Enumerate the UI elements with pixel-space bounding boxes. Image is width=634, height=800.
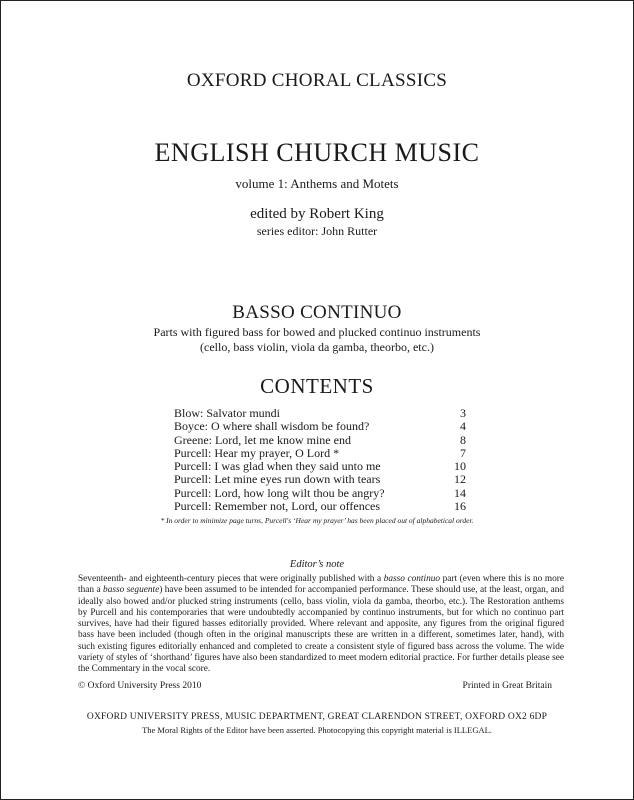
contents-item-page: 12 — [454, 472, 466, 487]
contents-item — [174, 487, 466, 500]
note-emphasis: basso continuo — [383, 574, 441, 584]
contents-item-title: Purcell: I was glad when they said unto me — [174, 459, 381, 474]
volume-subtitle: volume 1: Anthems and Motets — [235, 176, 399, 191]
editors-note-heading: Editor’s note — [289, 559, 345, 570]
contents-item-page: 7 — [460, 445, 466, 460]
contents-item-title: Blow: Salvator mundi — [174, 406, 280, 420]
editor-credit: edited by Robert King — [250, 206, 384, 222]
series-editor-credit: series editor: John Rutter — [256, 224, 378, 238]
contents-item — [174, 500, 466, 513]
part-description-line-1: Parts with figured bass for bowed and plucked continuo instruments — [153, 325, 481, 339]
contents-item — [174, 434, 466, 447]
contents-item-title: Purcell: Lord, how long wilt thou be angry? — [174, 485, 385, 500]
contents-item — [174, 460, 466, 473]
contents-item — [174, 407, 466, 420]
contents-item-page: 10 — [454, 459, 466, 474]
contents-item-title: Purcell: Remember not, Lord, our offences — [174, 499, 381, 514]
contents-item-page: 14 — [454, 485, 466, 500]
note-text: ) have been assumed to be intended for accompanied performance. These should use, at the least, organ, and ideally also bowed and/or plucked string instruments (cello, bass violin, viola da gamba, theorbo, etc.). The Restoration anthems by Purcell and his contemporaries that were undoubtedly accompanied by continuo instruments, but for which no continuo part survives, have had their figured basses editorially provided. Where relevant and apposite, any figures from the original figured bass have been included (though often in the original manuscripts these are written in a different, sometimes later, hand), with such existing figures editorially enhanced and completed to create a consistent style of figured bass across the volume. The wide variety of styles of ‘shorthand’ figures have also been standardized to meet modern editorial practice. For further details please see the Commentary in the vocal score. — [78, 585, 565, 675]
contents-item — [174, 420, 466, 433]
copyright-line: © Oxford University Press 2010 — [78, 681, 202, 691]
contents-item-page: 16 — [454, 499, 466, 514]
contents-item-title: Purcell: Hear my prayer, O Lord * — [174, 445, 340, 460]
publisher-address: OXFORD UNIVERSITY PRESS, MUSIC DEPARTMENT, GREAT CLARENDON STREET, OXFORD OX2 6DP — [86, 712, 548, 722]
series-title: OXFORD CHORAL CLASSICS — [186, 70, 448, 91]
contents-item-page: 8 — [460, 432, 466, 447]
contents-item — [174, 447, 466, 460]
contents-footnote: * In order to minimize page turns, Purcell's ‘Hear my prayer’ has been placed out of alphabetical order. — [160, 516, 474, 525]
page-title: ENGLISH CHURCH MUSIC — [154, 138, 480, 167]
contents-item-title: Greene: Lord, let me know mine end — [174, 432, 351, 447]
contents-item-title: Boyce: O where shall wisdom be found? — [174, 419, 370, 434]
printed-in-line: Printed in Great Britain — [462, 681, 552, 691]
contents-list — [174, 407, 466, 513]
contents-item-title: Purcell: Let mine eyes run down with tears — [174, 472, 381, 487]
note-emphasis: basso seguente — [103, 585, 160, 596]
part-description-line-2: (cello, bass violin, viola da gamba, theorbo, etc.) — [200, 340, 434, 354]
contents-item — [174, 473, 466, 486]
contents-heading: CONTENTS — [260, 374, 374, 398]
editors-note-body — [78, 574, 564, 676]
note-text: Seventeenth- and eighteenth-century pieces that were originally published with a — [78, 574, 384, 584]
contents-item-page: 4 — [460, 419, 466, 434]
contents-item-page: 3 — [460, 406, 466, 420]
moral-rights-notice: The Moral Rights of the Editor have been asserted. Photocopying this copyright material is ILLEGAL. — [142, 725, 492, 735]
part-title: BASSO CONTINUO — [232, 302, 402, 323]
note-text: part (even where this is no more than a — [78, 574, 564, 596]
